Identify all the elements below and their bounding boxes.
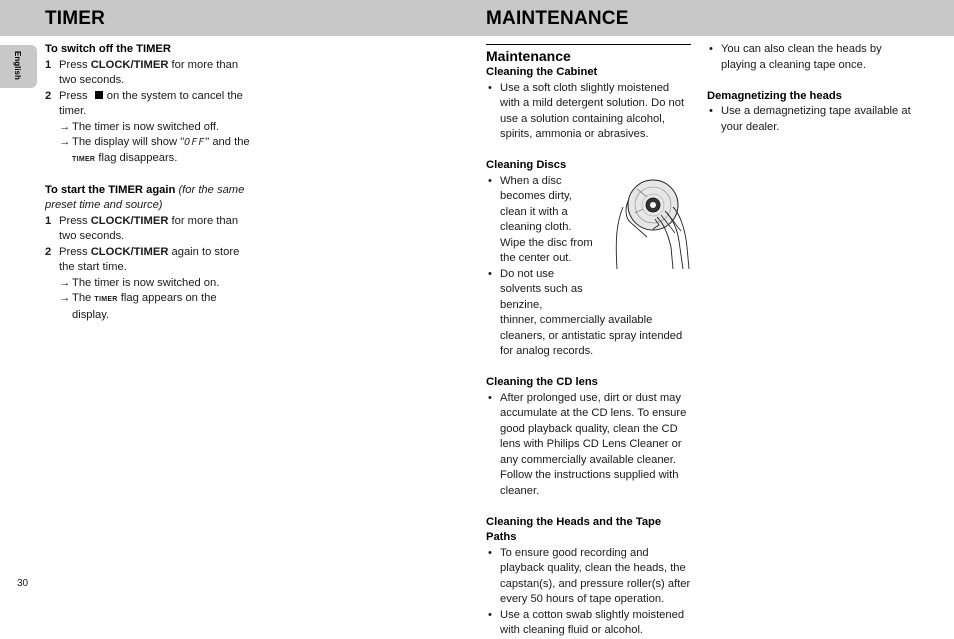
switch-off-result-2 (45, 135, 255, 167)
timer-flag: TIMER (72, 155, 96, 163)
discs-bullet-2-cont (486, 313, 691, 360)
step-text: Press (59, 214, 91, 227)
step-number: 2 (45, 89, 52, 102)
bullet-dot: • (709, 43, 713, 55)
arrow-right-icon: → (59, 292, 71, 304)
start-again-step-2 (45, 245, 255, 276)
arrow-right-icon: → (59, 276, 71, 289)
switch-off-step-1 (45, 58, 255, 89)
start-again-note: (for the same preset time and source) (45, 183, 245, 211)
step-number: 2 (45, 245, 52, 258)
discs-bullet-2 (486, 267, 594, 314)
language-tab (0, 45, 37, 88)
bullet-dot: • (488, 174, 492, 187)
page-number: 30 (17, 578, 29, 589)
bullet-text: Do not use solvents such as benzine, (500, 267, 583, 311)
header-bar (0, 0, 954, 36)
lens-bullet (486, 391, 691, 500)
stop-square-icon (95, 91, 103, 99)
step-text: Press (59, 89, 91, 102)
step-text: for more than two seconds. (59, 214, 239, 242)
start-again-result-2 (45, 291, 255, 323)
result-text: The (72, 292, 95, 304)
hand-wiping-disc-illustration (613, 177, 691, 271)
result-text: The timer is now switched off. (72, 120, 220, 133)
language-tab-label: English (13, 51, 22, 80)
timer-column (45, 42, 255, 323)
step-text: again to store the start time. (59, 245, 240, 273)
page-title-maintenance: MAINTENANCE (486, 8, 629, 29)
demagnetizing-heading: Demagnetizing the heads (707, 89, 842, 102)
bullet-text: To ensure good recording and playback quality, clean the heads, the capstan(s), and pressure roller(s) after every 50 hours of tape operation. (500, 546, 691, 605)
bullet-text: Use a soft cloth slightly moistened with a mild detergent solution. Do not use a solution containing alcohol, spirits, ammonia or abrasives. (500, 81, 685, 140)
step-text: Press (59, 245, 91, 258)
result-text: The timer is now switched on. (72, 276, 220, 289)
start-again-heading (45, 183, 255, 214)
bullet-dot: • (488, 81, 492, 94)
bullet-text: thinner, commercially available cleaners, or antistatic spray intended for analog records. (500, 314, 683, 357)
clock-timer-key: CLOCK/TIMER (90, 58, 169, 71)
result-text: flag appears on the display. (72, 292, 217, 321)
maintenance-column-right (707, 42, 917, 135)
cabinet-bullet (486, 81, 691, 143)
start-again-result-1 (45, 276, 255, 292)
result-text: " and the (205, 136, 250, 148)
switch-off-heading: To switch off the TIMER (45, 43, 171, 55)
step-text: on the system to cancel the timer. (59, 89, 243, 117)
result-text: flag disappears. (95, 151, 178, 164)
result-text: The display will show " (72, 136, 185, 148)
bullet-text: Use a cotton swab slightly moistened with cleaning fluid or alcohol. (500, 608, 685, 636)
page-title-timer: TIMER (45, 8, 106, 29)
bullet-dot: • (488, 267, 492, 280)
clock-timer-key: CLOCK/TIMER (90, 245, 169, 258)
discs-heading: Cleaning Discs (486, 159, 567, 171)
step-text: Press (59, 58, 91, 71)
heads-bullet-1 (486, 546, 691, 608)
timer-flag: TIMER (94, 296, 118, 303)
heads-heading: Cleaning the Heads and the Tape Paths (486, 515, 662, 543)
tape-clean-bullet (707, 42, 917, 73)
bullet-dot: • (709, 105, 713, 117)
bullet-dot: • (488, 608, 492, 621)
lcd-display-text: OFF (184, 137, 206, 148)
step-number: 1 (45, 58, 52, 71)
arrow-right-icon: → (59, 120, 71, 133)
lens-heading: Cleaning the CD lens (486, 376, 598, 388)
cabinet-heading: Cleaning the Cabinet (486, 66, 598, 78)
discs-block (486, 174, 691, 314)
heads-bullet-2 (486, 608, 691, 639)
bullet-text: You can also clean the heads by playing a cleaning tape once. (721, 43, 882, 71)
switch-off-result-1 (45, 120, 255, 136)
step-number: 1 (45, 214, 52, 227)
discs-bullet-1 (486, 174, 594, 267)
bullet-text: When a disc becomes dirty, clean it with a cleaning cloth. Wipe the disc from the center out. (500, 174, 593, 264)
maintenance-column (486, 44, 691, 639)
clock-timer-key: CLOCK/TIMER (90, 214, 169, 227)
demagnetizing-bullet (707, 104, 917, 135)
step-text: for more than two seconds. (59, 58, 239, 86)
bullet-text: After prolonged use, dirt or dust may accumulate at the CD lens. To ensure good playback quality, clean the CD lens with Philips CD Lens Cleaner or any commercially available cleaner. Follow the instructions supplied with cleaner. (500, 391, 687, 497)
switch-off-step-2 (45, 89, 255, 120)
bullet-dot: • (488, 391, 492, 404)
bullet-text: Use a demagnetizing tape available at your dealer. (721, 105, 911, 133)
start-again-title: To start the TIMER again (45, 183, 176, 196)
bullet-dot: • (488, 546, 492, 559)
start-again-step-1 (45, 214, 255, 245)
maintenance-section-title: Maintenance (486, 44, 691, 65)
arrow-right-icon: → (59, 136, 71, 148)
